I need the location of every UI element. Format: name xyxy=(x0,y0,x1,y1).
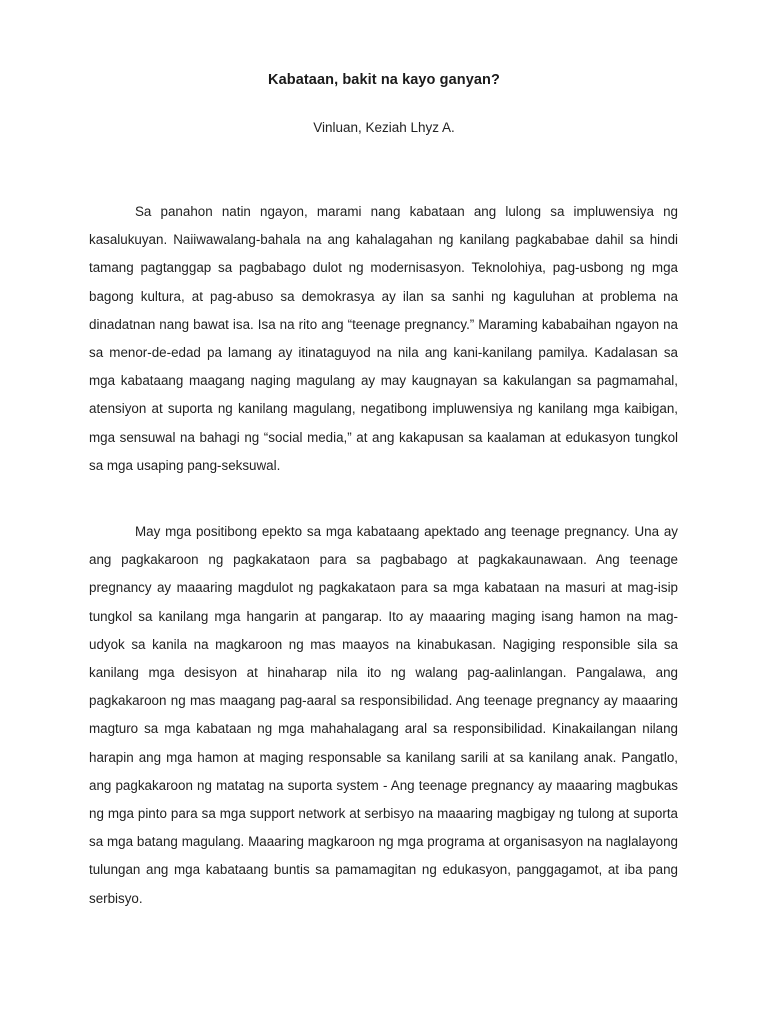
paragraph-1-block xyxy=(89,198,678,480)
document-title: Kabataan, bakit na kayo ganyan? xyxy=(268,72,500,88)
paragraph-2: May mga positibong epekto sa mga kabataang apektado ang teenage pregnancy. Una ay ang pagkakaroon ng pagkakataon para sa pagbabago at pagkakaunawaan. Ang teenage pregnancy ay maaaring magdulot ng pagkakataon para sa mga kabataan na masuri at mag-isip tungkol sa kanilang mga hangarin at pangarap. Ito ay maaaring maging isang hamon na mag-udyok sa kanila na magkaroon ng mas maayos na kinabukasan. Nagiging responsible sila sa kanilang mga desisyon at hinaharap nila ito ng walang pag-aalinlangan. Pangalawa, ang pagkakaroon ng mas maagang pag-aaral sa responsibilidad. Ang teenage pregnancy ay maaaring magturo sa mga kabataan ng mga mahahalagang aral sa responsibilidad. Kinakailangan nilang harapin ang mga hamon at maging responsable sa kanilang sarili at sa kanilang anak. Pangatlo, ang pagkakaroon ng matatag na suporta system - Ang teenage pregnancy ay maaaring magbukas ng mga pinto para sa mga support network at serbisyo na maaaring magbigay ng tulong at suporta sa mga batang magulang. Maaaring magkaroon ng mga programa at organisasyon na naglalayong tulungan ang mga kabataang buntis sa pamamagitan ng edukasyon, panggagamot, at iba pang serbisyo. xyxy=(89,524,678,906)
paragraph-2-block xyxy=(89,518,678,913)
paragraph-1: Sa panahon natin ngayon, marami nang kabataan ang lulong sa impluwensiya ng kasalukuyan. Naiiwawalang-bahala na ang kahalagahan ng kanilang pagkababae dahil sa hindi tamang pagtanggap sa pagbabago dulot ng modernisasyon. Teknolohiya, pag-usbong ng mga bagong kultura, at pag-abuso sa demokrasya ay ilan sa sanhi ng kaguluhan at problema na dinadatnan nang bawat isa. Isa na rito ang “teenage pregnancy.” Maraming kababaihan ngayon na sa menor-de-edad pa lamang ay itinataguyod na nila ang kani-kanilang pamilya. Kadalasan sa mga kabataang maagang naging magulang ay may kaugnayan sa kakulangan sa pagmamahal, atensiyon at suporta ng kanilang magulang, negatibong impluwensiya ng kanilang mga kaibigan, mga sensuwal na bahagi ng “social media,” at ang kakapusan sa kaalaman at edukasyon tungkol sa mga usaping pang-seksuwal. xyxy=(89,204,678,473)
document-author: Vinluan, Keziah Lhyz A. xyxy=(313,120,455,135)
